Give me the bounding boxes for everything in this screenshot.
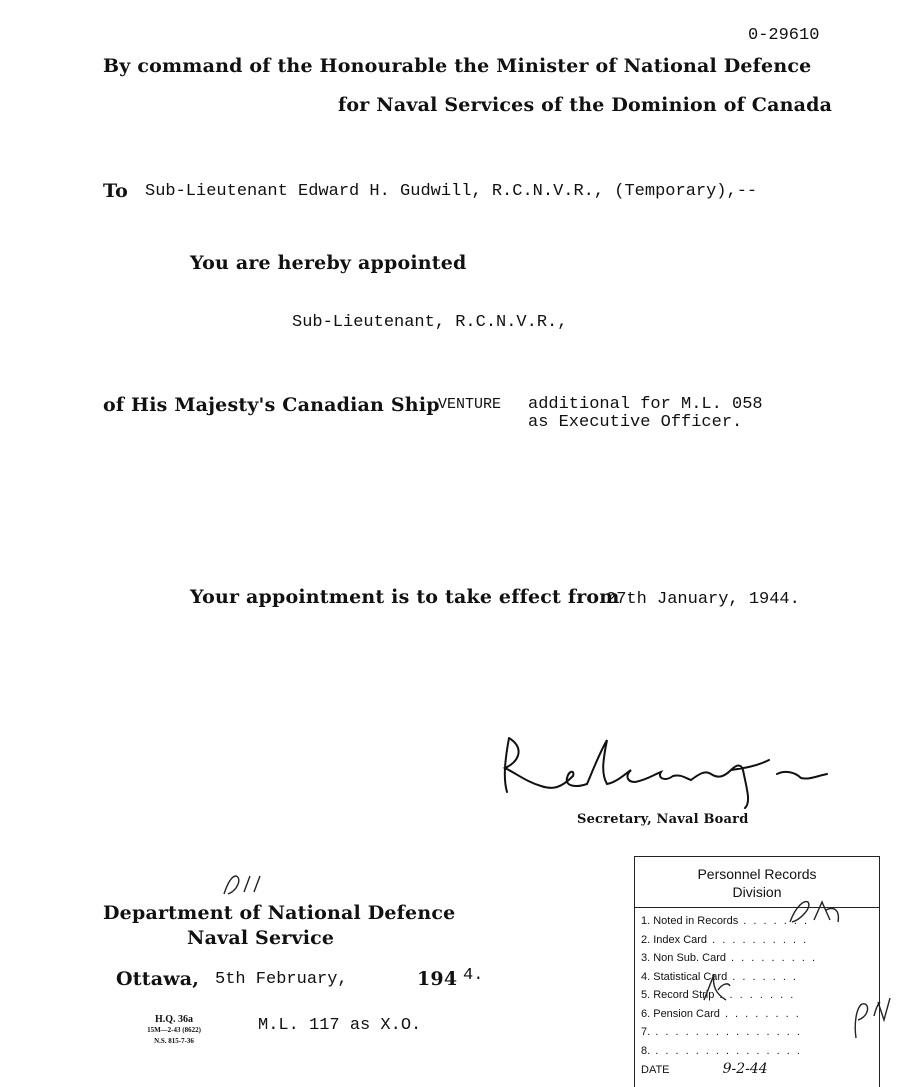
place-label: Ottawa,	[116, 968, 200, 990]
handwritten-initials	[220, 872, 264, 898]
department-line-1: Department of National Defence	[103, 902, 456, 924]
department-line-2: Naval Service	[187, 927, 335, 949]
stamp-item-label: 5. Record Strip	[641, 989, 715, 1001]
stamp-item-label: 4. Statistical Card	[641, 970, 728, 983]
ship-detail-1: additional for M.L. 058	[528, 395, 763, 414]
signature-title: Secretary, Naval Board	[577, 812, 749, 827]
issue-date: 5th February,	[215, 970, 348, 989]
stamp-item-label: 2. Index Card	[641, 933, 708, 946]
stamp-handwritten-mark	[698, 970, 734, 1006]
stamp-item-label: DATE	[641, 1064, 670, 1076]
to-label: To	[103, 180, 129, 202]
stamp-item	[641, 1060, 879, 1079]
effect-date: 27th January, 1944.	[606, 590, 800, 609]
form-code	[134, 1014, 214, 1047]
appointed-text: You are hereby appointed	[190, 252, 467, 274]
secretary-signature	[495, 730, 840, 810]
stamp-date-handwritten: 9-2-44	[722, 1061, 768, 1077]
header-line-1: By command of the Honourable the Minister of National Defence	[103, 55, 812, 77]
stamp-checklist	[635, 908, 879, 1079]
effect-label: Your appointment is to take effect from	[190, 586, 620, 608]
stamp-subtitle: Division	[732, 884, 782, 900]
stamp-item-label: 3. Non Sub. Card	[641, 952, 726, 964]
stamp-item: 5. Record Strip . . . . . . . .	[641, 989, 796, 1001]
stamp-item-label: 6. Pension Card	[641, 1007, 720, 1020]
document-number: 0-29610	[748, 26, 820, 45]
recipient-name: Sub-Lieutenant Edward H. Gudwill, R.C.N.V.R., (Temporary),--	[145, 182, 758, 201]
personnel-records-stamp	[634, 856, 880, 1087]
stamp-item: 7. . . . . . . . . . . . . . . .	[641, 1026, 802, 1038]
stamp-handwritten-initials	[786, 896, 846, 930]
form-code-line-2: 15M—2-43 (8622)	[147, 1026, 201, 1034]
stamp-item-label: 7.	[641, 1026, 651, 1038]
margin-initials	[848, 990, 896, 1042]
year-printed: 194	[417, 968, 458, 990]
year-typed: 4.	[463, 966, 484, 985]
typed-note: M.L. 117 as X.O.	[258, 1016, 422, 1035]
stamp-item: 1. Noted in Records . . . . . . .	[641, 915, 810, 927]
stamp-item-label: 1. Noted in Records	[641, 915, 739, 927]
form-code-line-1: H.Q. 36a	[154, 1014, 194, 1025]
ship-name: VENTURE	[438, 396, 502, 413]
stamp-item: 8. . . . . . . . . . . . . . . .	[641, 1044, 802, 1057]
stamp-item-label: 8.	[641, 1044, 651, 1057]
stamp-item: 4. Statistical Card . . . . . . .	[641, 970, 798, 983]
stamp-item: 2. Index Card . . . . . . . . . .	[641, 933, 809, 946]
ship-detail-2: as Executive Officer.	[528, 413, 743, 432]
stamp-item: 6. Pension Card . . . . . . . .	[641, 1007, 801, 1020]
form-code-line-3: N.S. 815-7-36	[154, 1037, 194, 1045]
ship-label: of His Majesty's Canadian Ship	[103, 394, 440, 416]
appointed-rank: Sub-Lieutenant, R.C.N.V.R.,	[292, 313, 568, 332]
stamp-title: Personnel Records	[697, 866, 817, 882]
stamp-item: 3. Non Sub. Card . . . . . . . . .	[641, 952, 818, 964]
header-line-2: for Naval Services of the Dominion of Canada	[338, 94, 833, 116]
